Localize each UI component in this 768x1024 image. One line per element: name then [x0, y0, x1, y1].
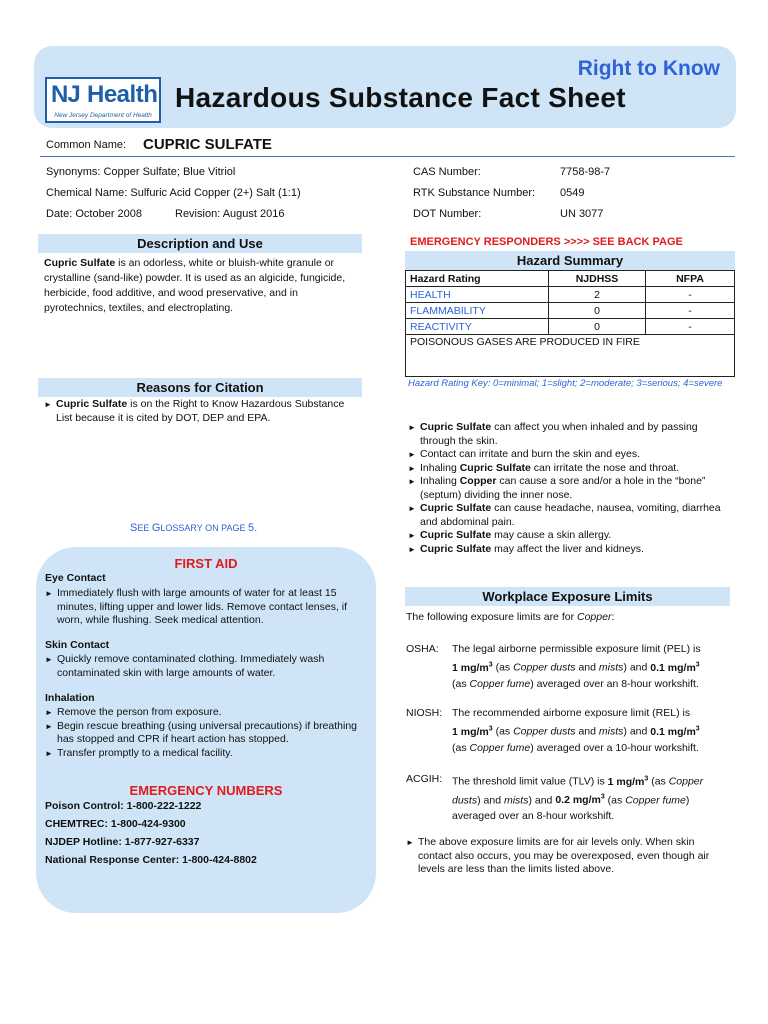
rtk-value: 0549: [560, 187, 585, 199]
niosh-label: NIOSH:: [406, 707, 443, 719]
col-njdhss: NJDHSS: [549, 271, 646, 287]
nfpa-value: -: [646, 287, 735, 303]
osha-label: OSHA:: [406, 643, 439, 655]
skin-contact-heading: Skin Contact: [45, 639, 110, 651]
osha-text: The legal airborne permissible exposure limit (PEL) is 1 $mg/m^3$ (as Copper dusts and mists) and 0.1 $mg/m^3$ (as Copper fume) averaged over an 8-hour workshift.: [452, 643, 701, 690]
col-hazard-rating: Hazard Rating: [406, 271, 549, 287]
common-name-value: CUPRIC SULFATE: [143, 136, 272, 153]
rtk-label: RTK Substance Number:: [413, 187, 536, 199]
citation-heading: Reasons for Citation: [38, 378, 362, 397]
emergency-responders-note: EMERGENCY RESPONDERS >>>> SEE BACK PAGE: [410, 236, 683, 248]
table-row: [406, 335, 735, 377]
table-header-row: [406, 271, 735, 287]
list-item: ► The above exposure limits are for air levels only. When skin contact also occurs, you may be overexposed, even though air levels are less than the limits listed above.: [406, 836, 731, 877]
chemical-name: Chemical Name: Sulfuric Acid Copper (2+) Salt (1:1): [46, 187, 301, 199]
revision: Revision: August 2016: [175, 208, 285, 220]
cas-label: CAS Number:: [413, 166, 481, 178]
inhalation-list: [45, 706, 363, 760]
hazard-name: REACTIVITY: [406, 319, 549, 335]
dot-label: DOT Number:: [413, 208, 482, 220]
health-effects-list: [408, 421, 728, 556]
right-to-know-title: Right to Know: [577, 57, 720, 80]
njdhss-value: 0: [549, 319, 646, 335]
logo-nj-text: NJ: [51, 81, 80, 108]
nfpa-value: -: [646, 319, 735, 335]
wel-heading: Workplace Exposure Limits: [405, 587, 730, 606]
list-item: ► Quickly remove contaminated clothing. Immediately wash contaminated skin with large amounts of water.: [45, 653, 363, 680]
divider: [40, 156, 735, 157]
list-item: ► Cupric Sulfate is on the Right to Know Hazardous Substance List because it is cited by DOT, DEP and EPA.: [44, 398, 362, 425]
niosh-text: The recommended airborne exposure limit (REL) is 1 $mg/m^3$ (as Copper dusts and mists) and 0.1 $mg/m^3$ (as Copper fume) averaged over a 10-hour workshift.: [452, 707, 700, 754]
table-row: [406, 319, 735, 335]
hazard-name: HEALTH: [406, 287, 549, 303]
acgih-text: The threshold limit value (TLV) is 1 $mg/m^3$ (as Copper dusts) and mists) and 0.2 $mg/m^3$ (as Copper fume) averaged over an 8-hour workshift.: [452, 775, 704, 822]
njdhss-value: 2: [549, 287, 646, 303]
njdep-hotline: NJDEP Hotline: 1-877-927-6337: [45, 836, 200, 848]
hazard-table: [405, 270, 735, 377]
list-item: ► Inhaling Cupric Sulfate can irritate the nose and throat.: [408, 462, 728, 476]
col-nfpa: NFPA: [646, 271, 735, 287]
list-item: ► Contact can irritate and burn the skin and eyes.: [408, 448, 728, 462]
table-row: [406, 303, 735, 319]
page-title: Hazardous Substance Fact Sheet: [175, 82, 626, 113]
hazard-summary-heading: Hazard Summary: [405, 251, 735, 270]
poison-control: Poison Control: 1-800-222-1222: [45, 800, 202, 812]
list-item: ► Transfer promptly to a medical facility.: [45, 747, 363, 761]
hazard-name: FLAMMABILITY: [406, 303, 549, 319]
hazard-note: POISONOUS GASES ARE PRODUCED IN FIRE: [406, 335, 735, 377]
nfpa-value: -: [646, 303, 735, 319]
emergency-numbers-heading: EMERGENCY NUMBERS: [129, 783, 283, 798]
list-item: ► Cupric Sulfate may cause a skin allergy.: [408, 529, 728, 543]
logo-subtitle: New Jersey Department of Health: [54, 112, 152, 119]
description-text: Cupric Sulfate is an odorless, white or bluish-white granule or crystalline (sand-like) powder. It is used as an algicide, fungicide, herbicide, food additive, and wood preservative, and in pyrotechnics, textiles, and electroplating.: [44, 257, 346, 314]
first-aid-heading: FIRST AID: [174, 556, 238, 571]
national-response-center: National Response Center: 1-800-424-8802: [45, 854, 257, 866]
list-item: ► Remove the person from exposure.: [45, 706, 363, 720]
eye-contact-heading: Eye Contact: [45, 572, 106, 584]
skin-contact-list: [45, 653, 363, 680]
nj-health-logo: [45, 77, 161, 123]
wel-intro: The following exposure limits are for Copper:: [406, 611, 615, 623]
chemtrec: CHEMTREC: 1-800-424-9300: [45, 818, 186, 830]
hazard-rating-key: Hazard Rating Key: 0=minimal; 1=slight; 2=moderate; 3=serious; 4=severe: [408, 378, 723, 389]
njdhss-value: 0: [549, 303, 646, 319]
list-item: ► Inhaling Copper can cause a sore and/or a hole in the “bone” (septum) dividing the inner nose.: [408, 475, 728, 502]
inhalation-heading: Inhalation: [45, 692, 95, 704]
dot-value: UN 3077: [560, 208, 604, 220]
wel-note-list: [406, 836, 731, 877]
list-item: ► Cupric Sulfate can affect you when inhaled and by passing through the skin.: [408, 421, 728, 448]
list-item: ► Begin rescue breathing (using universal precautions) if breathing has stopped and CPR if heart action has stopped.: [45, 720, 363, 747]
list-item: ► Immediately flush with large amounts of water for at least 15 minutes, lifting upper and lower lids. Remove contact lenses, if worn, while flushing. Seek medical attention.: [45, 587, 363, 628]
list-item: ► Cupric Sulfate can cause headache, nausea, vomiting, diarrhea and abdominal pain.: [408, 502, 728, 529]
list-item: ► Cupric Sulfate may affect the liver and kidneys.: [408, 543, 728, 557]
synonyms: Synonyms: Copper Sulfate; Blue Vitriol: [46, 166, 236, 178]
common-name-label: Common Name:: [46, 139, 127, 151]
cas-value: 7758-98-7: [560, 166, 611, 178]
eye-contact-list: [45, 587, 363, 628]
citation-list: [44, 398, 362, 425]
logo-health-text: Health: [87, 81, 158, 108]
description-heading: Description and Use: [38, 234, 362, 253]
glossary-link[interactable]: SEE GLOSSARY ON PAGE 5.: [130, 522, 258, 534]
table-row: [406, 287, 735, 303]
date: Date: October 2008: [46, 208, 143, 220]
acgih-label: ACGIH:: [406, 773, 443, 785]
